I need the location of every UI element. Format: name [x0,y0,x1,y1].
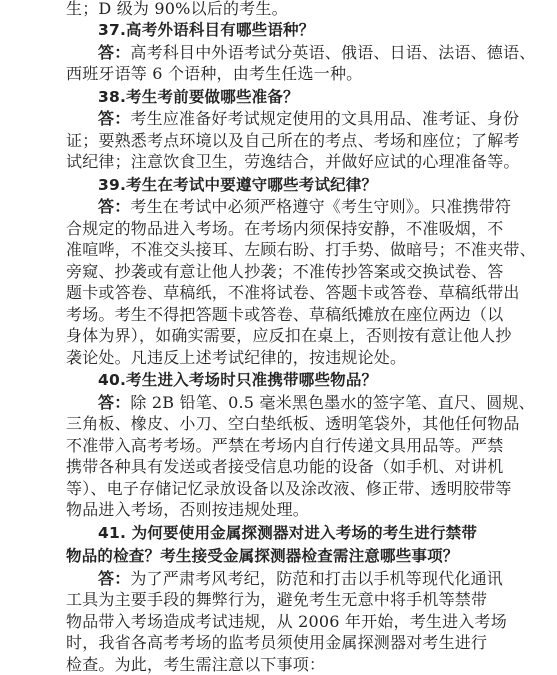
answer-line [66,196,527,218]
answer-line [66,392,527,414]
body-line: 袭论处。凡违反上述考试纪律的，按违规论处。 [66,347,527,369]
body-line: 西班牙语等 6 个语种，由考生任选一种。 [66,63,527,85]
question-heading: 物品的检查？考生接受金属探测器检查需注意哪些事项？ [66,546,527,568]
answer-text: 高考科目中外语考试分英语、俄语、日语、法语、德语、 [130,43,535,62]
body-line: 证；要熟悉考点环境以及自己所在的考点、考场和座位；了解考 [66,130,527,152]
question-heading: 41. 为何要使用金属探测器对进入考场的考生进行禁带 [66,523,527,545]
body-line: 物品进入考场，否则按违规处理。 [66,499,527,521]
body-line: 工具为主要手段的舞弊行为，避免考生无意中将手机等禁带 [66,589,527,611]
answer-label: 答： [98,109,130,128]
answer-line [66,42,527,64]
answer-text: 考生应准备好考试规定使用的文具用品、准考证、身份 [130,109,519,128]
answer-label: 答： [98,197,130,216]
body-line: 身体为界），如确实需要，应反扣在桌上，否则按有意让他人抄 [66,325,527,347]
body-line: 题卡或答卷、草稿纸，不准将试卷、答题卡或答卷、草稿纸带出 [66,282,527,304]
answer-text: 考生在考试中必须严格遵守《考生守则》。只准携带符 [130,197,511,216]
question-heading: 40.考生进入考场时只准携带哪些物品？ [66,370,527,392]
answer-text: 除 2B 铅笔、0.5 毫米黑色墨水的签字笔、直尺、圆规、 [130,393,534,412]
body-line: 不准带入高考考场。严禁在考场内自行传递文具用品等。严禁 [66,435,527,457]
body-line: 旁窥、抄袭或有意让他人抄袭；不准传抄答案或交换试卷、答 [66,261,527,283]
body-line: 检查。为此，考生需注意以下事项： [66,654,527,675]
body-line: 合规定的物品进入考场。在考场内须保持安静，不准吸烟，不 [66,218,527,240]
answer-text: 为了严肃考风考纪，防范和打击以手机等现代化通讯 [130,569,503,588]
answer-label: 答： [98,569,130,588]
body-line: 三角板、橡皮、小刀、空白垫纸板、透明笔袋外，其他任何物品 [66,413,527,435]
body-line: 时，我省各高考考场的监考员须使用金属探测器对考生进行 [66,632,527,654]
body-line: 物品带入考场造成考试违规，从 2006 年开始，考生进入考场 [66,611,527,633]
question-heading: 37.高考外语科目有哪些语种？ [66,20,527,42]
body-line: 考场。考生不得把答题卡或答卷、草稿纸摊放在座位两边（以 [66,304,527,326]
body-line: 等）、电子存储记忆录放设备以及涂改液、修正带、透明胶带等 [66,478,527,500]
body-line: 生；D 级为 90%以后的考生。 [66,0,527,18]
body-line: 试纪律；注意饮食卫生，劳逸结合，并做好应试的心理准备等。 [66,151,527,173]
question-heading: 38.考生考前要做哪些准备？ [66,87,527,109]
document-text [66,0,527,675]
answer-line [66,568,527,590]
body-line: 准喧哗，不准交头接耳、左顾右盼、打手势、做暗号；不准夹带、 [66,239,527,261]
answer-label: 答： [98,393,130,412]
body-line: 携带各种具有发送或者接受信息功能的设备（如手机、对讲机 [66,456,527,478]
answer-line [66,108,527,130]
answer-label: 答： [98,43,130,62]
question-heading: 39.考生在考试中要遵守哪些考试纪律？ [66,175,527,197]
